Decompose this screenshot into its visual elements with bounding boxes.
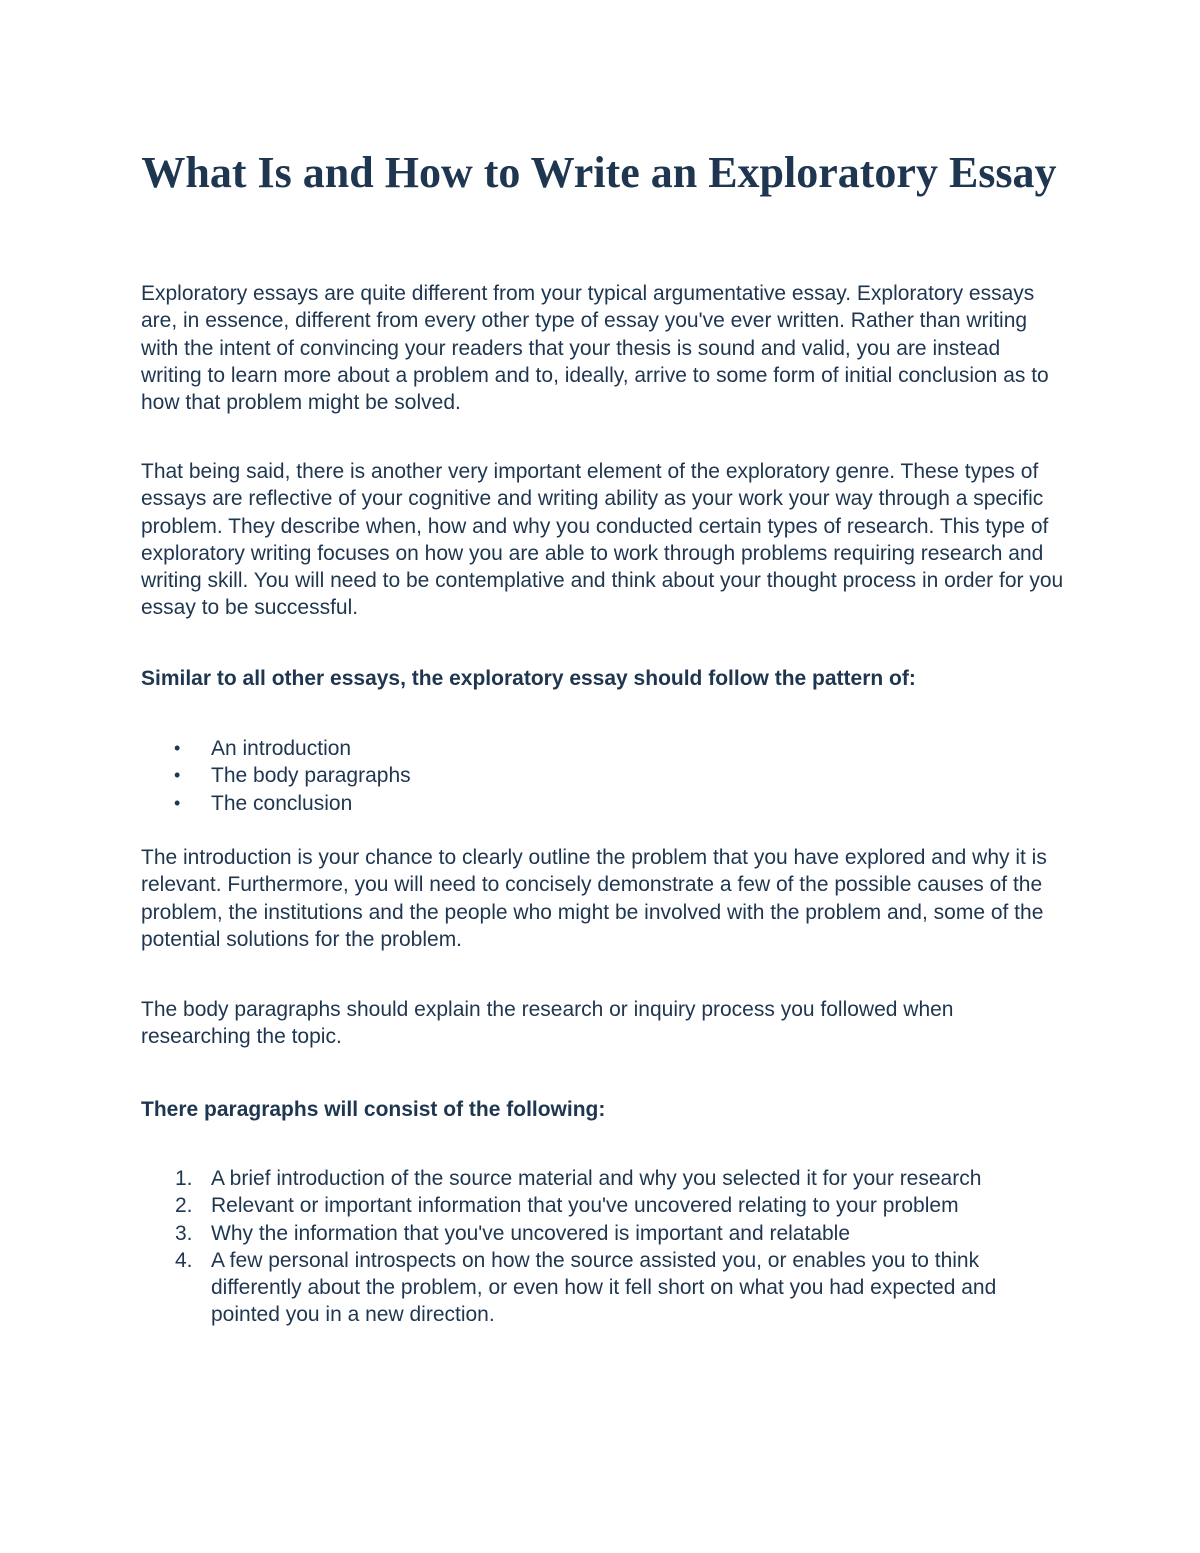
list-item-text: An introduction <box>211 737 352 760</box>
list-number: 1. <box>175 1167 193 1190</box>
list-number: 2. <box>175 1194 193 1218</box>
paragraph-body-section: The body paragraphs should explain the research or inquiry process you followed when researching the topic. <box>141 998 954 1049</box>
list-item-text: Why the information that you've uncovered is important and relatable <box>211 1221 851 1245</box>
bullet-icon: • <box>174 792 181 813</box>
document-title: What Is and How to Write an Exploratory Essay <box>141 148 1057 197</box>
list-item <box>141 762 1066 789</box>
list-item <box>141 1192 1066 1219</box>
paragraph-introduction-section: The introduction is your chance to clearly outline the problem that you have explored and why it is relevant. Furthermore, you will need to concisely demonstrate a few of the possible causes of the problem, the institutions and the people who might be involved with the problem and, some of the potential solutions for the problem. <box>141 846 1047 951</box>
heading-pattern: Similar to all other essays, the exploratory essay should follow the pattern of: <box>141 667 916 690</box>
list-item <box>141 1247 1066 1329</box>
list-number: 3. <box>175 1221 193 1245</box>
list-item <box>141 790 1066 817</box>
bullet-list <box>141 735 1066 817</box>
bullet-icon: • <box>174 765 181 786</box>
list-item-text: Relevant or important information that you've uncovered relating to your problem <box>211 1194 959 1218</box>
list-number: 4. <box>175 1248 193 1272</box>
heading-consist: There paragraphs will consist of the following: <box>141 1098 606 1121</box>
list-item <box>141 1220 1066 1247</box>
list-item-text: The body paragraphs <box>211 764 411 788</box>
list-item <box>141 735 1066 762</box>
numbered-list <box>141 1165 1066 1329</box>
paragraph-intro: Exploratory essays are quite different from your typical argumentative essay. Exploratory essays are, in essence, different from every other type of essay you've ever written. Rather than writing with the intent of convincing your readers that your thesis is sound and valid, you are instead writing to learn more about a problem and to, ideally, arrive to some form of initial conclusion as to how that problem might be solved. <box>141 282 1049 415</box>
list-item-text: A few personal introspects on how the source assisted you, or enables you to think differently about the problem, or even how it fell short on what you had expected and pointed you in a new direction. <box>211 1248 997 1327</box>
list-item-text: The conclusion <box>211 791 353 815</box>
list-item <box>141 1165 1066 1192</box>
list-item-text: A brief introduction of the source material and why you selected it for your research <box>211 1167 982 1190</box>
paragraph-reflective: That being said, there is another very important element of the exploratory genre. These types of essays are reflective of your cognitive and writing ability as your work your way through a specific problem. They describe when, how and why you conducted certain types of research. This type of exploratory writing focuses on how you are able to work through problems requiring research and writing skill. You will need to be contemplative and think about your thought process in order for you essay to be successful. <box>141 460 1064 620</box>
bullet-icon: • <box>174 738 181 758</box>
